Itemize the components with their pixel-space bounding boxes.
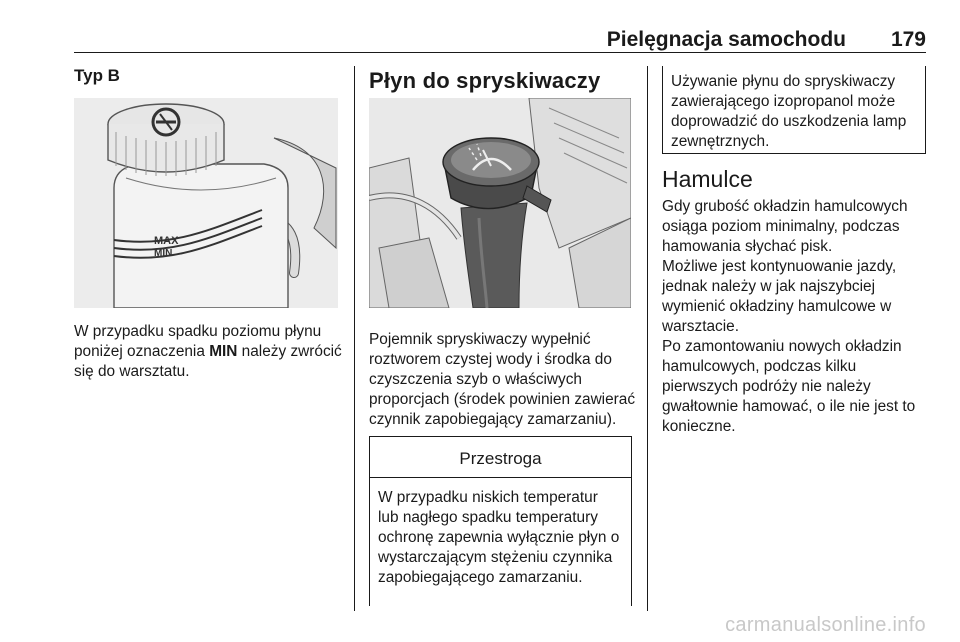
brakes-paragraph-2: Możliwe jest kontynuowanie jazdy, jednak należy w jak najszybciej wymienić okładziny hamulcowe w warsztacie. xyxy=(662,258,897,335)
min-label-bold: MIN xyxy=(209,343,238,360)
footer-watermark: carmanualsonline.info xyxy=(725,614,926,636)
section-subheading: Typ B xyxy=(74,66,120,85)
warning-text: W przypadku niskich temperatur lub nagłego spadku temperatury ochronę zapewnia wyłącznie płyn o wystarczającym stężeniu czynnika zapobiegającego zamarzaniu. xyxy=(378,489,620,586)
reservoir-drawing xyxy=(74,98,338,308)
column-divider-right xyxy=(647,66,648,611)
max-mark-label: MAX xyxy=(154,235,179,247)
section-heading-brakes: Hamulce xyxy=(662,166,753,192)
washer-reservoir-illustration xyxy=(369,98,631,308)
column-3 xyxy=(662,166,932,437)
warning-title: Przestroga xyxy=(370,437,631,478)
min-mark-label: MIN xyxy=(154,248,173,259)
column-2-text xyxy=(369,330,639,430)
section-heading-washer-fluid: Płyn do spryskiwaczy xyxy=(369,68,601,93)
para-text-start: W przypadku spadku poziomu płynu poniżej oznaczenia xyxy=(74,323,322,360)
brakes-paragraph-3: Po zamontowaniu nowych okładzin hamulcowych, podczas kilku pierwszych podróży nie należy gwałtownie hamować, o ile nie jest to konieczne. xyxy=(662,338,916,435)
column-1-text xyxy=(74,322,346,382)
isopropanol-note-text: Używanie płynu do spryskiwaczy zawierającego izopropanol może doprowadzić do uszkodzenia lamp zewnętrznych. xyxy=(671,73,907,150)
column-2 xyxy=(369,68,639,94)
washer-fill-paragraph: Pojemnik spryskiwaczy wypełnić roztworem czystej wody i środka do czyszczenia szyb o właściwych proporcjach (środek powinien zawierać czynnik zapobiegający zamarzaniu). xyxy=(369,331,636,428)
column-divider-left xyxy=(354,66,355,611)
running-header-title: Pielęgnacja samochodu xyxy=(606,28,846,51)
column-1 xyxy=(74,66,342,86)
brake-fluid-reservoir-illustration xyxy=(74,98,338,308)
min-level-paragraph xyxy=(74,322,346,382)
warning-box xyxy=(369,436,632,606)
header-rule xyxy=(74,52,926,53)
brakes-paragraph-1: Gdy grubość okładzin hamulcowych osiąga poziom minimalny, podczas hamowania słychać pisk. xyxy=(662,198,908,255)
washer-drawing xyxy=(369,98,631,308)
isopropanol-note-box xyxy=(662,66,926,154)
para-text-end: należy zwrócić się do warsztatu. xyxy=(74,343,342,380)
page-number: 179 xyxy=(890,28,926,51)
